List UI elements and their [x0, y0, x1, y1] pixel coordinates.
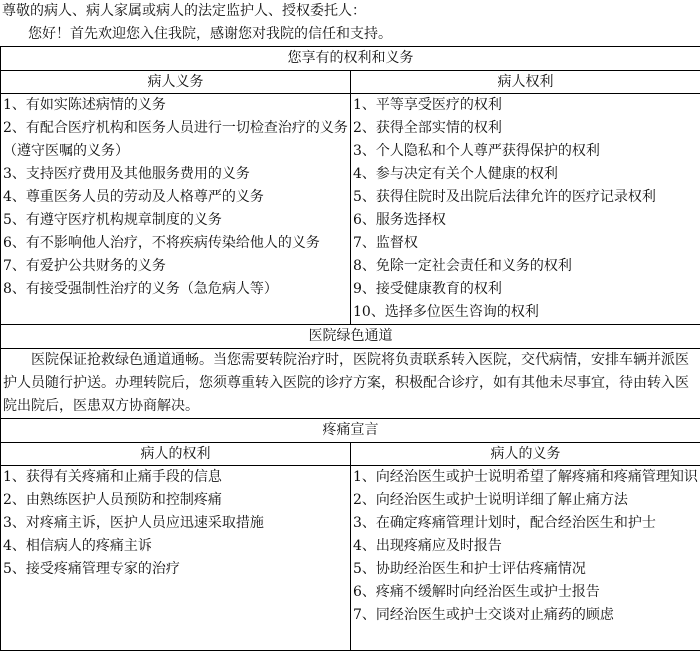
- pain-patient-obligations-list: [351, 466, 700, 651]
- list-item: 2、向经治医生或护士说明详细了解止痛方法: [353, 492, 628, 508]
- list-item: 3、个人隐私和个人尊严获得保护的权利: [353, 143, 600, 159]
- pain-patient-obligations-header: 病人的义务: [351, 443, 700, 466]
- list-item: 6、有不影响他人治疗，不将疾病传染给他人的义务: [3, 235, 320, 251]
- rights-obligations-title: 您享有的权利和义务: [1, 47, 700, 71]
- list-item: 4、出现疼痛应及时报告: [353, 538, 502, 554]
- pain-declaration-title: 疼痛宣言: [1, 419, 700, 443]
- patient-rights-list: [351, 94, 700, 325]
- list-item: 5、接受疼痛管理专家的治疗: [3, 561, 180, 577]
- list-item: 7、有爱护公共财务的义务: [3, 258, 166, 274]
- patient-obligations-header: 病人义务: [1, 71, 351, 94]
- list-item: 7、同经治医生或护士交谈对止痛药的顾虑: [353, 607, 614, 623]
- list-item: 4、尊重医务人员的劳动及人格尊严的义务: [3, 189, 264, 205]
- list-item: 10、选择多位医生咨询的权利: [353, 304, 539, 320]
- list-item: 3、对疼痛主诉，医护人员应迅速采取措施: [3, 515, 264, 531]
- welcome-text: 您好！首先欢迎您入住我院，感谢您对我院的信任和支持。: [28, 26, 392, 42]
- list-item: 1、获得有关疼痛和止痛手段的信息: [3, 469, 222, 485]
- list-item: 2、获得全部实情的权利: [353, 120, 502, 136]
- list-item: 6、疼痛不缓解时向经治医生或护士报告: [353, 584, 600, 600]
- list-item: 8、有接受强制性治疗的义务（急危病人等）: [3, 281, 278, 297]
- list-item: 5、获得住院时及出院后法律允许的医疗记录权利: [353, 189, 656, 205]
- list-item: 1、有如实陈述病情的义务: [3, 97, 166, 113]
- list-item: 6、服务选择权: [353, 212, 446, 228]
- patient-rights-header: 病人权利: [351, 71, 700, 94]
- list-item: 2、有配合医疗机构和医务人员进行一切检查治疗的义务（遵守医嘱的义务）: [3, 120, 348, 159]
- list-item: 1、向经治医生或护士说明希望了解疼痛和疼痛管理知识: [353, 469, 698, 485]
- list-item: 2、由熟练医护人员预防和控制疼痛: [3, 492, 222, 508]
- patient-obligations-list: [1, 94, 351, 325]
- greeting: 尊敬的病人、病人家属或病人的法定监护人、授权委托人：: [2, 3, 366, 19]
- list-item: 3、支持医疗费用及其他服务费用的义务: [3, 166, 250, 182]
- list-item: 4、参与决定有关个人健康的权利: [353, 166, 558, 182]
- list-item: 9、接受健康教育的权利: [353, 281, 502, 297]
- pain-patient-rights-list: [1, 466, 351, 651]
- list-item: 7、监督权: [353, 235, 418, 251]
- rights-obligations-table: [0, 46, 700, 651]
- list-item: 1、平等享受医疗的权利: [353, 97, 502, 113]
- green-channel-text: 医院保证抢救绿色通道通畅。当您需要转院治疗时，医院将负责联系转入医院，交代病情，安排车辆并派医护人员随行护送。办理转院后，您须尊重转入医院的诊疗方案，积极配合诊疗，如有其他未尽事宜，待由转入医院出院后，医患双方协商解决。: [1, 349, 700, 419]
- list-item: 5、有遵守医疗机构规章制度的义务: [3, 212, 222, 228]
- list-item: 8、免除一定社会责任和义务的权利: [353, 258, 572, 274]
- list-item: 4、相信病人的疼痛主诉: [3, 538, 152, 554]
- pain-patient-rights-header: 病人的权利: [1, 443, 351, 466]
- green-channel-title: 医院绿色通道: [1, 325, 700, 349]
- list-item: 3、在确定疼痛管理计划时，配合经治医生和护士: [353, 515, 656, 531]
- list-item: 5、协助经治医生和护士评估疼痛情况: [353, 561, 586, 577]
